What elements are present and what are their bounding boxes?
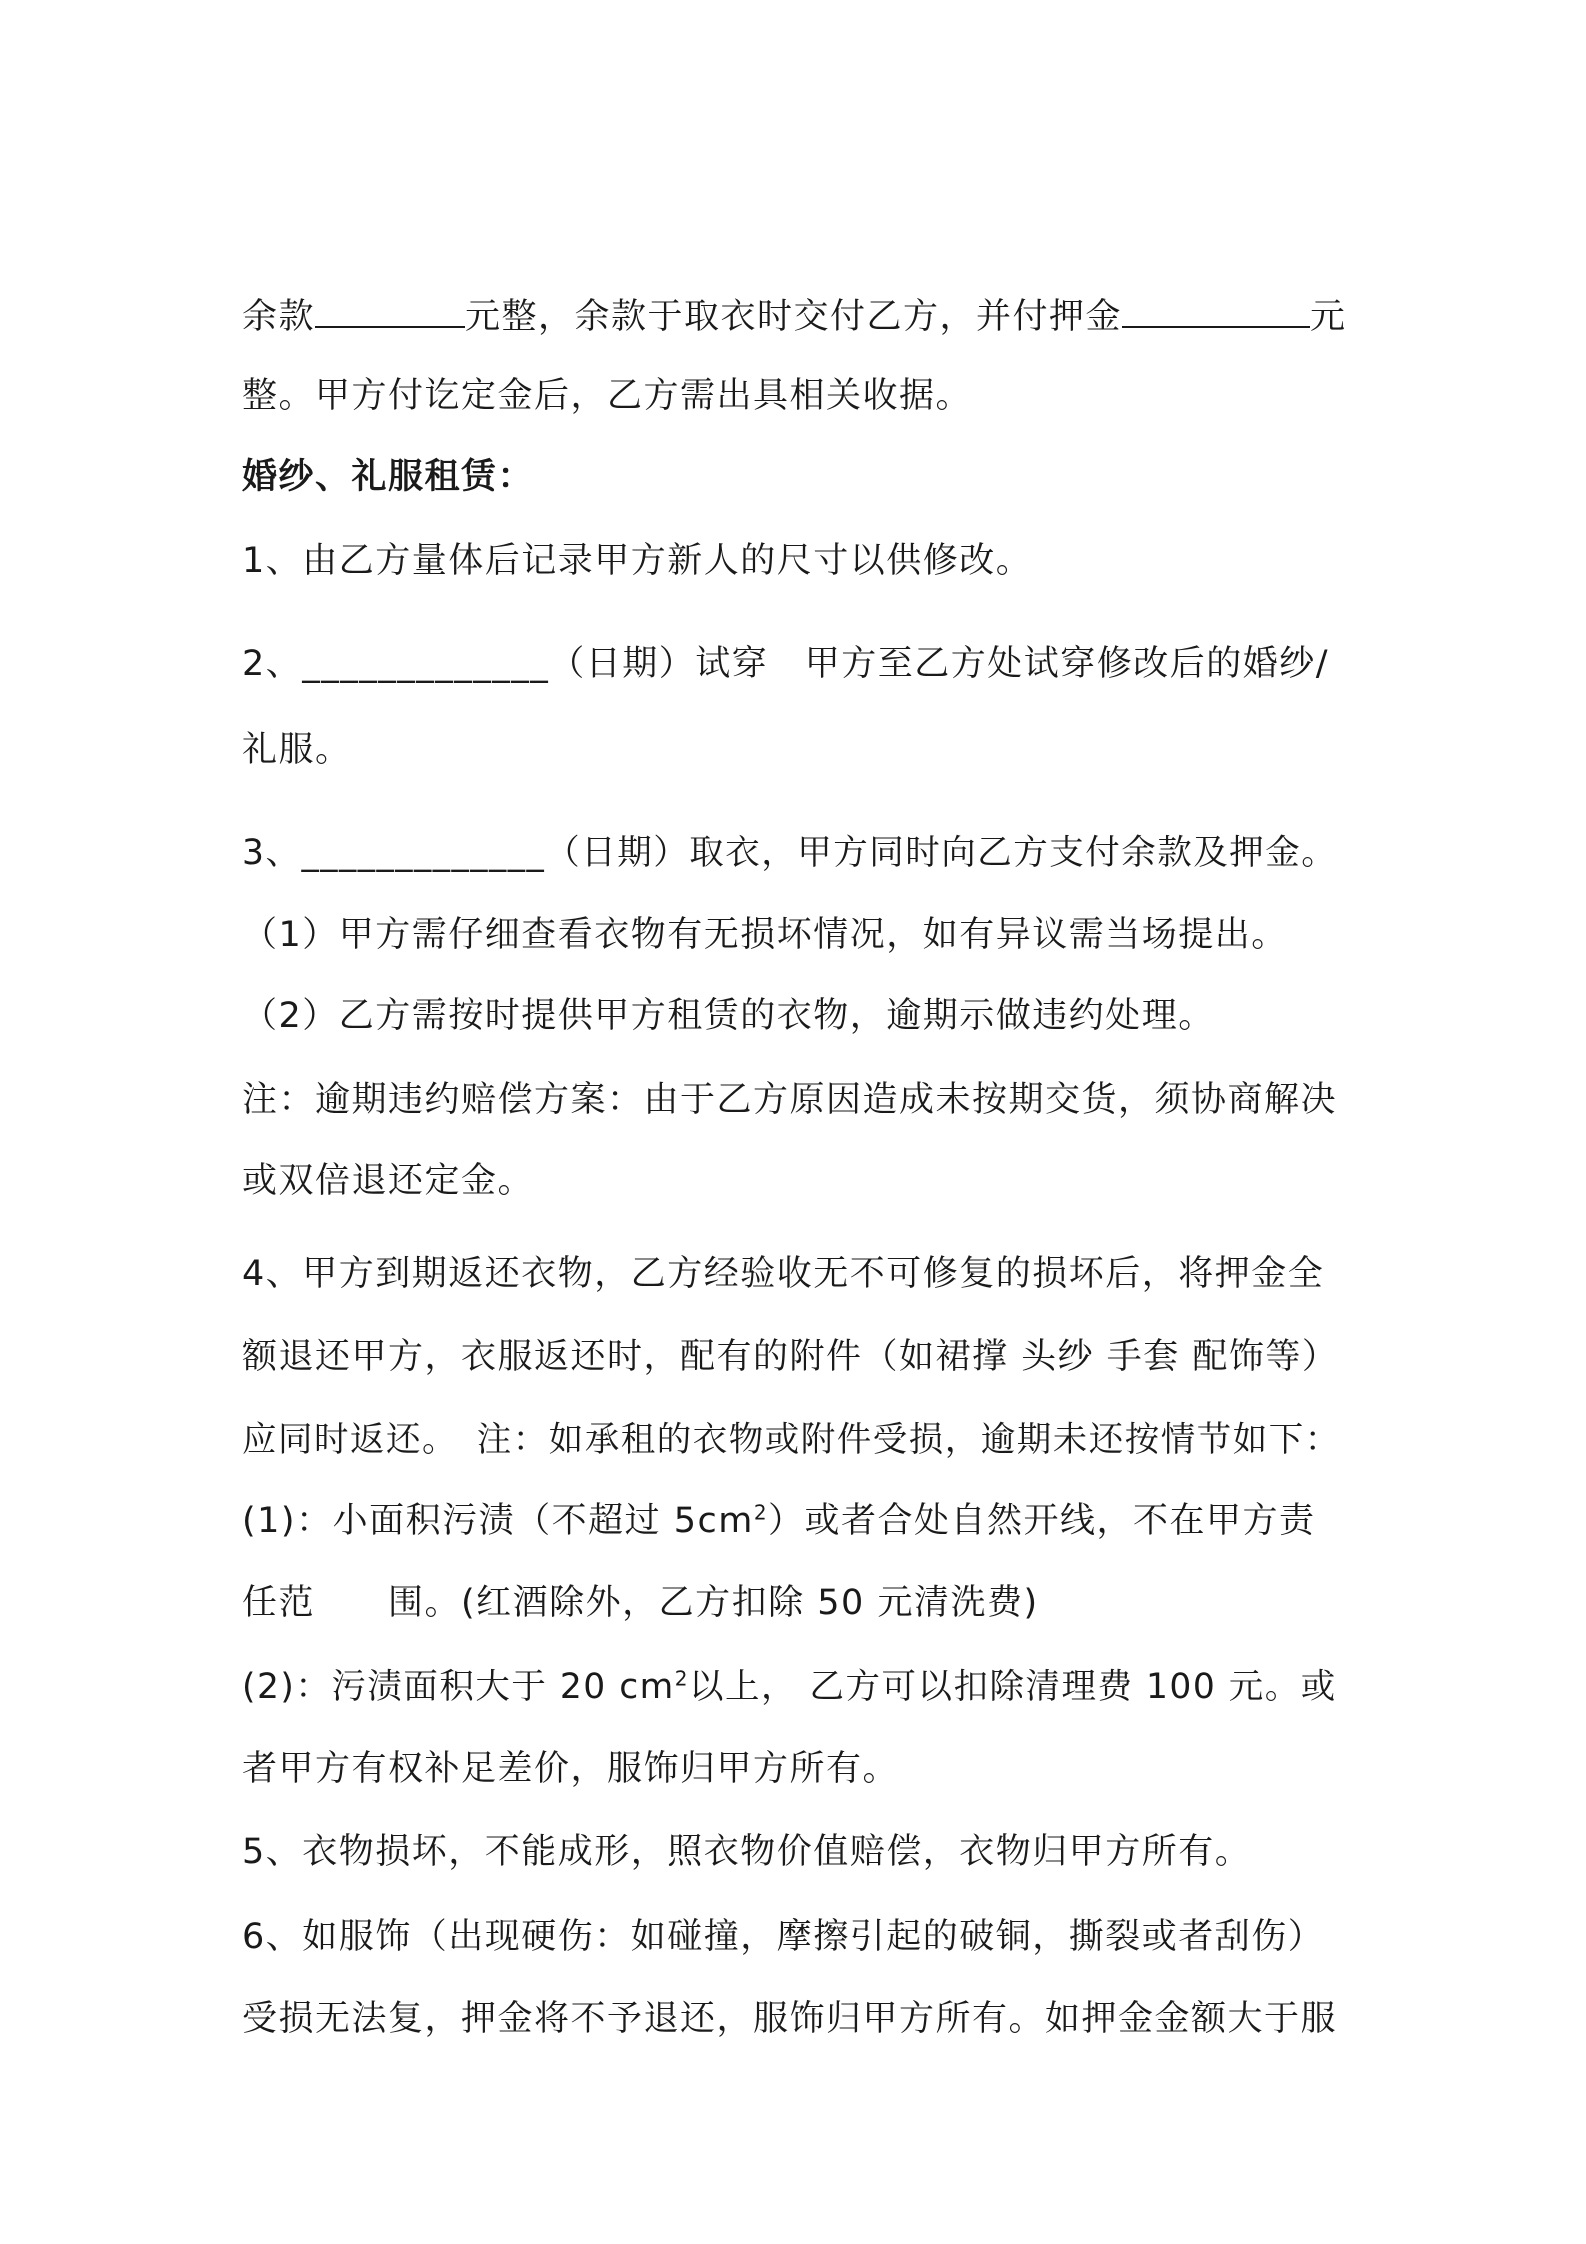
blank-field	[1122, 290, 1310, 328]
list-item: 6、如服饰（出现硬伤：如碰撞，摩擦引起的破铜，撕裂或者刮伤）	[242, 1917, 1325, 1957]
text-segment: 以上， 乙方可以扣除清理费 100 元。或	[689, 1667, 1337, 1707]
superscript: 2	[674, 1666, 690, 1691]
list-item: 2、_____________（日期）试穿 甲方至乙方处试穿修改后的婚纱/	[242, 644, 1330, 684]
text-segment: (1)：小面积污渍（不超过 5cm	[242, 1501, 754, 1541]
section-heading: 婚纱、礼服租赁：	[242, 457, 535, 497]
paragraph-line: 额退还甲方，衣服返还时，配有的附件（如裙撑 头纱 手套 配饰等）	[242, 1337, 1339, 1377]
sub-list-item	[242, 1663, 1337, 1711]
note-line: 或双倍退还定金。	[242, 1161, 535, 1201]
paragraph-line: 礼服。	[242, 730, 352, 770]
list-item: 5、衣物损坏，不能成形，照衣物价值赔偿，衣物归甲方所有。	[242, 1832, 1252, 1872]
text-segment: 元整，余款于取衣时交付乙方，并付押金	[465, 297, 1123, 337]
paragraph-line: 受损无法复，押金将不予退还，服饰归甲方所有。如押金金额大于服	[242, 1999, 1338, 2039]
paragraph-line: 者甲方有权补足差价，服饰归甲方所有。	[242, 1749, 900, 1789]
list-item: 1、由乙方量体后记录甲方新人的尺寸以供修改。	[242, 541, 1033, 581]
paragraph-line: 整。甲方付讫定金后，乙方需出具相关收据。	[242, 376, 973, 416]
list-item: 3、_____________（日期）取衣，甲方同时向乙方支付余款及押金。	[242, 833, 1338, 873]
paragraph-line: 应同时返还。 注：如承租的衣物或附件受损，逾期未还按情节如下：	[242, 1420, 1341, 1460]
text-segment: (2)：污渍面积大于 20 cm	[242, 1667, 675, 1707]
superscript: 2	[753, 1500, 769, 1525]
list-item: 4、甲方到期返还衣物，乙方经验收无不可修复的损坏后，将押金全	[242, 1254, 1325, 1294]
sub-list-item	[242, 1497, 1316, 1545]
text-segment: ）或者合处自然开线，不在甲方责	[768, 1501, 1316, 1541]
blank-field	[315, 290, 465, 328]
sub-list-item: （1）甲方需仔细查看衣物有无损坏情况，如有异议需当场提出。	[242, 915, 1288, 955]
sub-list-item: （2）乙方需按时提供甲方租赁的衣物，逾期示做违约处理。	[242, 996, 1215, 1036]
paragraph-line	[242, 290, 1347, 341]
paragraph-line: 任范 围。(红酒除外，乙方扣除 50 元清洗费)	[242, 1583, 1039, 1623]
note-line: 注：逾期违约赔偿方案：由于乙方原因造成未按期交货，须协商解决	[242, 1080, 1338, 1120]
text-segment: 余款	[242, 297, 316, 337]
text-segment: 元	[1310, 297, 1347, 337]
